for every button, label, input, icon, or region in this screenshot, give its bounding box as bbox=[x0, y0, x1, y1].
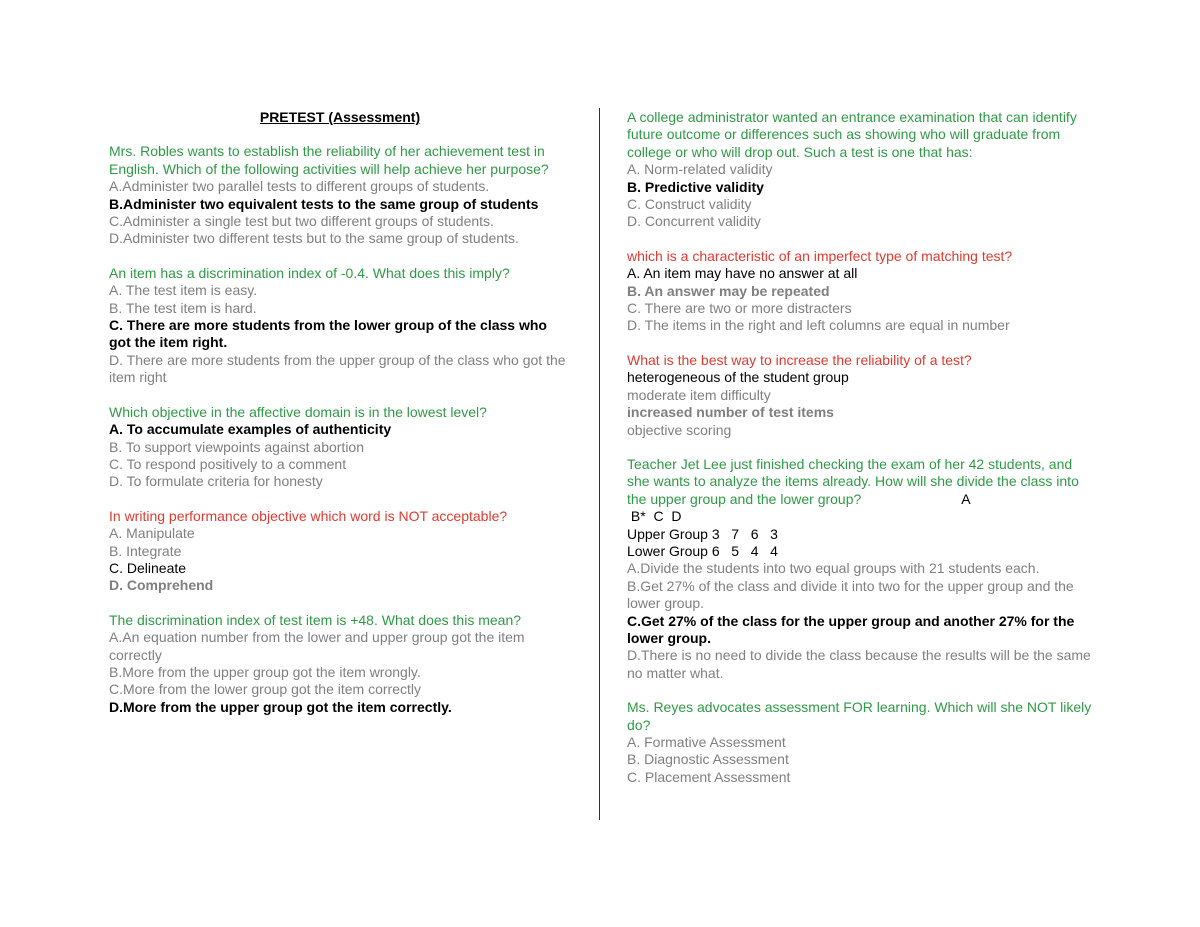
option-b-answer: B. Predictive validity bbox=[627, 178, 764, 195]
question-block-6 bbox=[627, 109, 1097, 231]
question-block-9 bbox=[627, 456, 1097, 682]
page-title: PRETEST (Assessment) bbox=[259, 109, 421, 125]
option-d: D. The items in the right and left columns are equal in number bbox=[627, 317, 1010, 334]
question-text: An item has a discrimination index of -0.4. What does this imply? bbox=[109, 264, 510, 281]
table-header-a: A bbox=[961, 490, 971, 507]
option-d-answer: D. Comprehend bbox=[109, 577, 214, 594]
left-column bbox=[109, 109, 571, 733]
option-b-answer: B. An answer may be repeated bbox=[627, 282, 830, 299]
option-b: B.More from the upper group got the item wrongly. bbox=[109, 663, 421, 680]
question-block-3 bbox=[109, 404, 571, 491]
question-text: In writing performance objective which word is NOT acceptable? bbox=[109, 507, 508, 524]
question-text: A college administrator wanted an entrance examination that can identify future outcome or differences such as showing who will graduate from college or who will drop out. Such a test is one that has: bbox=[627, 109, 1077, 160]
column-divider bbox=[599, 108, 600, 820]
question-block-1 bbox=[109, 143, 571, 247]
option-d: D.There is no need to divide the class because the results will be the same no matter what. bbox=[627, 647, 1091, 681]
option-d: D. To formulate criteria for honesty bbox=[109, 473, 323, 490]
question-block-2 bbox=[109, 265, 571, 387]
option-b: B. Integrate bbox=[109, 542, 182, 559]
option-b: B. To support viewpoints against abortion bbox=[109, 438, 365, 455]
option-c: C. Delineate bbox=[109, 559, 187, 576]
question-block-4 bbox=[109, 508, 571, 595]
option-c: C. Placement Assessment bbox=[627, 768, 791, 785]
option-2: moderate item difficulty bbox=[627, 386, 771, 403]
option-a-answer: A. To accumulate examples of authenticity bbox=[109, 421, 392, 438]
option-a: A. Formative Assessment bbox=[627, 734, 786, 750]
question-block-10 bbox=[627, 699, 1097, 786]
option-d-answer: D.More from the upper group got the item correctly. bbox=[109, 698, 452, 715]
question-block-5 bbox=[109, 612, 571, 716]
option-c: C.More from the lower group got the item correctly bbox=[109, 681, 422, 698]
option-a: A.An equation number from the lower and upper group got the item correctly bbox=[109, 629, 525, 663]
question-body: Teacher Jet Lee just finished checking the exam of her 42 students, and she wants to analyze the items already. How will she divide the class into the upper group and the lower group? bbox=[627, 455, 1079, 507]
option-a: A. Norm-related validity bbox=[627, 161, 773, 178]
option-a: A. The test item is easy. bbox=[109, 282, 258, 299]
option-c: C. Construct validity bbox=[627, 196, 752, 213]
option-c-answer: C.Get 27% of the class for the upper group and another 27% for the lower group. bbox=[627, 612, 1075, 646]
question-block-8 bbox=[627, 352, 1097, 439]
option-d: D. Concurrent validity bbox=[627, 213, 761, 230]
question-text: Ms. Reyes advocates assessment FOR learning. Which will she NOT likely do? bbox=[627, 699, 1092, 733]
option-a: A. An item may have no answer at all bbox=[627, 265, 858, 282]
option-b-answer: B.Administer two equivalent tests to the same group of students bbox=[109, 195, 539, 212]
question-text: The discrimination index of test item is +48. What does this mean? bbox=[109, 611, 522, 628]
table-header-rest: B* C D bbox=[627, 508, 682, 525]
right-column bbox=[627, 109, 1097, 803]
option-c: C.Administer a single test but two different groups of students. bbox=[109, 213, 494, 230]
option-d: D.Administer two different tests but to the same group of students. bbox=[109, 230, 519, 247]
option-b: B.Get 27% of the class and divide it into two for the upper group and the lower group. bbox=[627, 577, 1074, 612]
table-row-lower: Lower Group 6 5 4 4 bbox=[627, 542, 778, 559]
option-c: C. There are two or more distracters bbox=[627, 300, 852, 317]
option-c: C. To respond positively to a comment bbox=[109, 455, 347, 472]
option-4: objective scoring bbox=[627, 421, 732, 438]
question-text: Which objective in the affective domain is in the lowest level? bbox=[109, 403, 487, 420]
question-text: which is a characteristic of an imperfect type of matching test? bbox=[627, 247, 1013, 264]
question-text: What is the best way to increase the reliability of a test? bbox=[627, 351, 972, 368]
option-a: A.Divide the students into two equal groups with 21 students each. bbox=[627, 560, 1040, 577]
question-text bbox=[627, 456, 1097, 508]
option-1: heterogeneous of the student group bbox=[627, 369, 849, 386]
option-b: B. Diagnostic Assessment bbox=[627, 751, 789, 768]
option-d: D. There are more students from the upper group of the class who got the item right bbox=[109, 351, 566, 386]
option-c-answer: C. There are more students from the lower group of the class who got the item right. bbox=[109, 317, 547, 351]
option-a: A. Manipulate bbox=[109, 525, 195, 542]
question-text: Mrs. Robles wants to establish the reliability of her achievement test in English. Which of the following activities will help achieve her purpose? bbox=[109, 143, 549, 177]
option-b: B. The test item is hard. bbox=[109, 299, 257, 316]
question-block-7 bbox=[627, 248, 1097, 335]
option-a: A.Administer two parallel tests to different groups of students. bbox=[109, 178, 490, 195]
option-3-answer: increased number of test items bbox=[627, 404, 834, 421]
table-row-upper: Upper Group 3 7 6 3 bbox=[627, 525, 778, 542]
